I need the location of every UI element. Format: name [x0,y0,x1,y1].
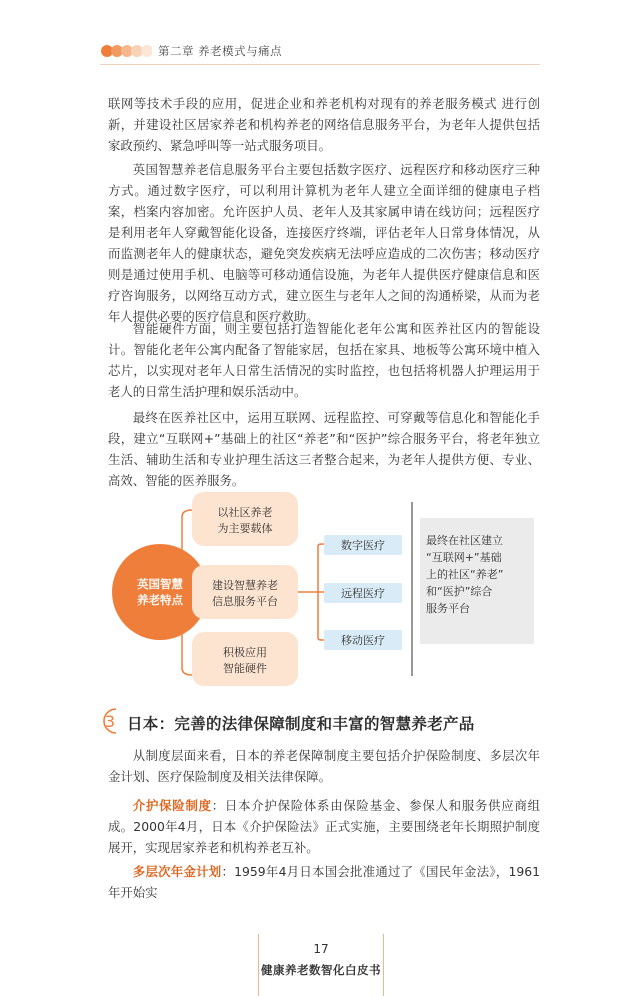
result-line-5: 服务平台 [426,602,470,615]
diagram-tag-remote [324,583,402,603]
diagram-tag-mobile [324,630,402,650]
book-title: 健康养老数智化白皮书 [261,963,381,977]
result-line-1: 最终在社区建立 [426,534,503,547]
section-number: 3 [104,712,116,731]
page-footer [258,934,384,996]
paragraph-3: 智能硬件方面，则主要包括打造智能化老年公寓和医养社区内的智能设计。智能化老年公寓内配备了智能家居，包括在家具、地板等公寓环境中植入芯片，以实现对老年人日常生活情况的实时监控，也包括将机器人护理运用于老人的日常生活护理和娱乐活动中。 [108,321,540,399]
uk-smart-elderly-diagram [108,490,540,690]
node-2-line-2: 信息服务平台 [212,595,278,608]
node-1-line-2: 为主要载体 [217,522,273,535]
care-insurance-paragraph [108,795,540,858]
node-3-line-1: 积极应用 [223,646,267,659]
section-heading [96,706,546,740]
node-1-line-1: 以社区养老 [217,506,273,519]
page-number: 17 [313,942,329,956]
center-label-line-2: 养老特点 [137,593,183,607]
chapter-title: 第二章 养老模式与痛点 [158,44,283,58]
tag-remote-label: 远程医疗 [341,587,385,600]
paragraph-1: 联网等技术手段的应用，促进企业和养老机构对现有的养老服务模式 进行创新，并建设社区居家养老和机构养老的网络信息服务平台，为老年人提供包括家政预约、紧急呼叫等一站式服务项目。 [108,96,540,153]
page-header [0,0,640,66]
diagram-tag-digital [324,535,402,555]
diagram-result [420,518,534,644]
care-insurance-text: ：日本介护保险体系由保险基金、参保人和服务供应商组成。2000年4月，日本《介护保险法》正式实施，主要围绕老年长期照护制度展开，实现居家养老和机构养老互补。 [108,798,541,855]
header-divider [100,64,540,65]
diagram-node-1 [192,492,298,546]
paragraph-4: 最终在医养社区中，运用互联网、远程监控、可穿戴等信息化和智能化手段，建立“互联网+”基础上的社区“养老”和“医护”综合服务平台，将老年独立生活、辅助生活和专业护理生活这三者整合起来，为老年人提供方便、专业、高效、智能的医养服务。 [108,410,540,488]
center-label-line-1: 英国智慧 [137,577,183,591]
paragraph-2: 英国智慧养老信息服务平台主要包括数字医疗、远程医疗和移动医疗三种方式。通过数字医疗，可以利用计算机为老年人建立全面详细的健康电子档案，档案内容加密。允许医护人员、老年人及其家属申请在线访问；远程医疗是利用老年人穿戴智能化设备，连接医疗终端，评估老年人日常身体情况，从而监测老年人的健康状态，避免突发疾病无法呼应造成的二次伤害；移动医疗则是通过使用手机、电脑等可移动通信设施，为老年人提供医疗健康信息和医疗咨询服务，以网络互动方式，建立医生与老年人之间的沟通桥梁，从而为老年人提供必要的医疗信息和医疗救助。 [108,162,540,324]
node-3-line-2: 智能硬件 [223,662,267,675]
japan-intro: 从制度层面来看，日本的养老保障制度主要包括介护保险制度、多层次年金计划、医疗保险制度及相关法律保障。 [108,748,540,784]
diagram-node-2 [192,565,298,619]
result-line-3: 上的社区“养老” [426,568,504,581]
pension-term: 多层次年金计划 [132,864,222,879]
node-2-line-1: 建设智慧养老 [212,579,278,592]
section-number-badge [96,706,124,736]
section-title: 日本：完善的法律保障制度和丰富的智慧养老产品 [127,715,475,733]
result-line-2: “互联网+”基础 [426,551,502,564]
pension-text: ：1959年4月日本国会批准通过了《国民年金法》，1961年开始实 [108,864,541,900]
diagram-node-3 [192,632,298,686]
pension-paragraph [108,861,540,903]
result-line-4: 和“医护”综合 [426,585,493,598]
care-insurance-term: 介护保险制度 [132,798,212,813]
progress-dots-icon [100,44,152,58]
tag-mobile-label: 移动医疗 [341,634,385,647]
tag-digital-label: 数字医疗 [341,539,385,552]
